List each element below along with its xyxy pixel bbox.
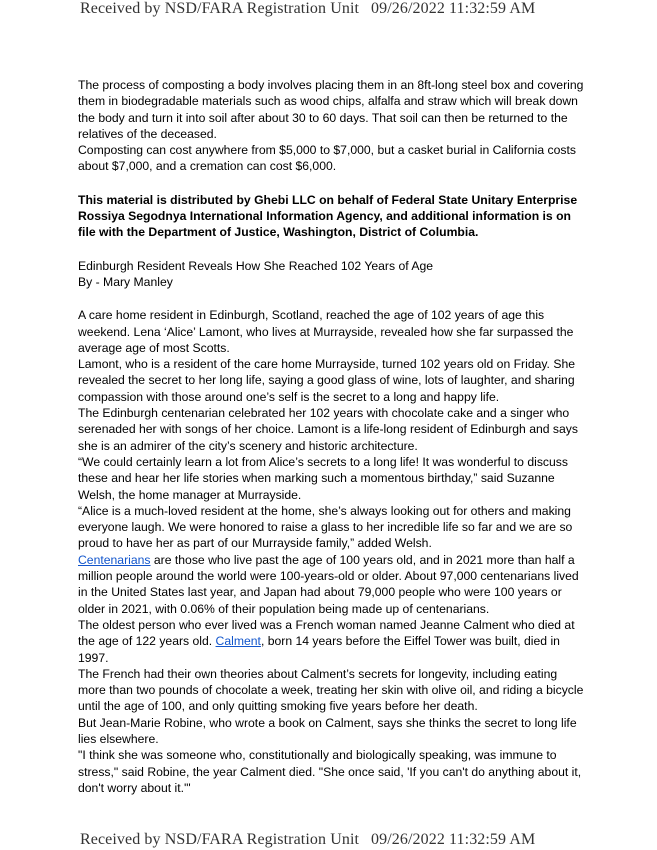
stamp-text: Received by NSD/FARA Registration Unit (80, 0, 360, 17)
article-paragraph: The French had their own theories about Calment’s secrets for longevity, including eating more than two pounds of chocolate a week, treating her skin with olive oil, and riding a bicycle until the age of 100, and only quitting smoking five years before her death. (78, 666, 584, 714)
article-paragraph (78, 552, 588, 617)
article-paragraph (78, 617, 588, 666)
article-byline: By - Mary Manley (78, 274, 173, 289)
fara-disclaimer: This material is distributed by Ghebi LLC on behalf of Federal State Unitary Enterprise Rossiya Segodnya International Information Agency, and additional information is on file with the Department of Justice, Washington, District of Columbia. (78, 192, 578, 240)
article-paragraph: “We could certainly learn a lot from Alice’s secrets to a long life! It was wonderful to discuss these and hear her life stories when marking such a momentous birthday,” said Suzanne Welsh, the home manager at Murrayside. (78, 454, 568, 502)
article-paragraph: "I think she was someone who, constitutionally and biologically speaking, was immune to stress," said Robine, the year Calment died. "She once said, 'If you can't do anything about it, don't worry about it.'" (78, 748, 582, 795)
article-paragraph: Lamont, who is a resident of the care home Murrayside, turned 102 years old on Friday. She revealed the secret to her long life, saying a good glass of wine, lots of laughter, and sharing compassion with those around one’s self is the secret to a long and happy life. (78, 357, 576, 404)
article-paragraph: The Edinburgh centenarian celebrated her 102 years with chocolate cake and a singer who serenaded her with songs of her choice. Lamont is a life-long resident of Edinburgh and says she is an admirer of the city’s scenery and historic architecture. (78, 406, 578, 453)
intro-paragraph: The process of composting a body involves placing them in an 8ft-long steel box and covering them in biodegradable materials such as wood chips, alfalfa and straw which will break down the body and turn it into soil after about 30 to 60 days. That soil can then be returned to the relatives of the deceased. (78, 78, 584, 141)
centenarians-link[interactable]: Centenarians (78, 552, 151, 567)
fara-stamp-bottom (80, 831, 640, 849)
document-body (78, 77, 588, 796)
paragraph-text: The oldest person who ever lived was a French woman named Jeanne Calment who died at the age of 122 years old. (78, 617, 575, 649)
paragraph-text: are those who live past the age of 100 years old, and in 2021 more than half a million people around the world were 100-years-old or older. About 97,000 centenarians lived in the United States last year, and Japan had about 79,000 people who were 100 years or older in 2021, with 0.06% of their population being made up of centenarians. (78, 552, 579, 616)
calment-link[interactable]: Calment (215, 634, 261, 649)
stamp-datetime: 09/26/2022 11:32:59 AM (371, 0, 536, 17)
stamp-text: Received by NSD/FARA Registration Unit (80, 831, 360, 848)
article-paragraph: “Alice is a much-loved resident at the home, she’s always looking out for others and making everyone laugh. We were honored to raise a glass to her incredible life so far and we are so proud to have her as part of our Murrayside family,” added Welsh. (78, 503, 573, 551)
paragraph-text: , born 14 years before the Eiffel Tower was built, died in 1997. (78, 634, 560, 665)
article-headline: Edinburgh Resident Reveals How She Reached 102 Years of Age (78, 258, 434, 273)
article-paragraph: A care home resident in Edinburgh, Scotland, reached the age of 102 years of age this weekend. Lena ‘Alice’ Lamont, who lives at Murrayside, revealed how she far surpassed the average age of most Scotts. (78, 308, 574, 355)
article-paragraph: But Jean-Marie Robine, who wrote a book on Calment, says she thinks the secret to long life lies elsewhere. (78, 715, 577, 746)
stamp-datetime: 09/26/2022 11:32:59 AM (371, 831, 536, 848)
fara-stamp-top (80, 0, 640, 18)
intro-paragraph: Composting can cost anywhere from $5,000 to $7,000, but a casket burial in California costs about $7,000, and a cremation can cost $6,000. (78, 143, 576, 174)
